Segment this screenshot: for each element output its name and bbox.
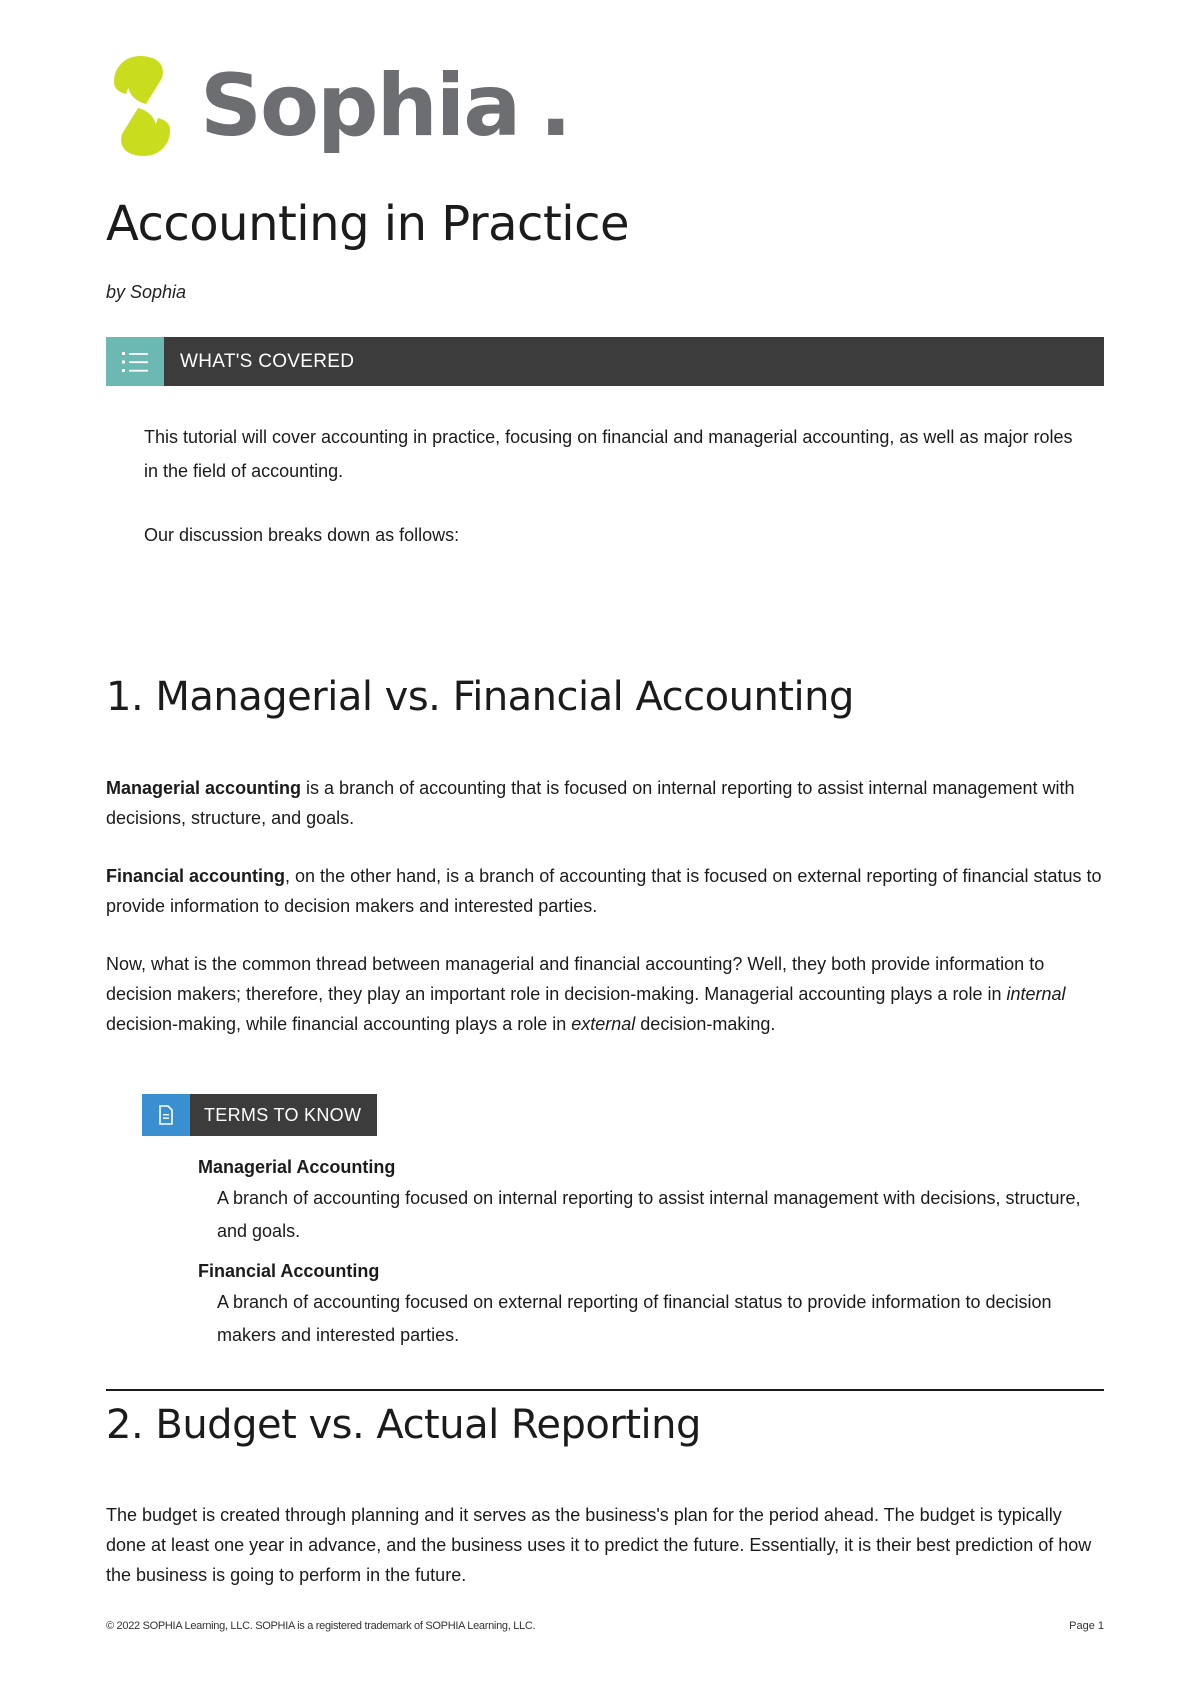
sophia-logo-mark-icon (104, 54, 180, 158)
section-1-body (106, 773, 1104, 1039)
financial-text: , on the other hand, is a branch of accounting that is focused on external reporting of financial status to provide information to decision makers and interested parties. (106, 866, 1102, 916)
term-name: Managerial Accounting (198, 1157, 396, 1177)
term-definition: A branch of accounting focused on internal reporting to assist internal management with decisions, structure, and goals. (217, 1188, 1081, 1241)
financial-term: Financial accounting (106, 866, 286, 886)
section-divider (106, 1389, 1104, 1391)
terms-to-know-label: TERMS TO KNOW (204, 1104, 362, 1125)
internal-emphasis: internal (1006, 984, 1066, 1004)
logo-wordmark: Sophia (200, 56, 520, 156)
managerial-paragraph (106, 773, 1104, 833)
term-item (198, 1256, 1098, 1352)
document-icon (142, 1094, 190, 1136)
term-item (198, 1152, 1098, 1248)
section-1-title: 1. Managerial vs. Financial Accounting (106, 674, 854, 720)
whats-covered-header (106, 337, 1104, 386)
page-title: Accounting in Practice (106, 196, 630, 252)
common-thread-text-b: decision-making, while financial accounting plays a role in (106, 1014, 572, 1034)
logo-dot: . (539, 56, 570, 156)
common-thread-paragraph (106, 949, 1104, 1039)
term-name: Financial Accounting (198, 1261, 380, 1281)
common-thread-text-a: Now, what is the common thread between managerial and financial accounting? Well, they both provide information to decision makers; therefore, they play an important role in decision-making. Managerial accounting plays a role in (106, 954, 1045, 1004)
budget-paragraph: The budget is created through planning and it serves as the business's plan for the period ahead. The budget is typically done at least one year in advance, and the business uses it to predict the future. Essentially, it is their best prediction of how the business is going to perform in the future. (106, 1505, 1092, 1585)
footer-page-number: Page 1 (1069, 1620, 1104, 1632)
whats-covered-label: WHAT'S COVERED (180, 350, 355, 372)
list-icon (106, 337, 164, 386)
whats-covered-breakdown: Our discussion breaks down as follows: (144, 525, 460, 545)
footer-copyright: © 2022 SOPHIA Learning, LLC. SOPHIA is a registered trademark of SOPHIA Learning, LLC. (106, 1620, 536, 1632)
section-2-title: 2. Budget vs. Actual Reporting (106, 1402, 701, 1448)
sophia-logo (104, 54, 570, 158)
term-definition: A branch of accounting focused on external reporting of financial status to provide information to decision makers and interested parties. (217, 1292, 1052, 1345)
external-emphasis: external (571, 1014, 636, 1034)
managerial-term: Managerial accounting (106, 778, 302, 798)
terms-to-know-header (142, 1094, 377, 1136)
financial-paragraph (106, 861, 1104, 921)
managerial-text: is a branch of accounting that is focused on internal reporting to assist internal management with decisions, structure, and goals. (106, 778, 1075, 828)
terms-list (198, 1152, 1098, 1352)
whats-covered-body (144, 420, 1084, 552)
whats-covered-intro: This tutorial will cover accounting in practice, focusing on financial and managerial accounting, as well as major roles in the field of accounting. (144, 427, 1073, 481)
byline: by Sophia (106, 282, 187, 302)
common-thread-text-c: decision-making. (635, 1014, 776, 1034)
section-2-body (106, 1500, 1104, 1590)
